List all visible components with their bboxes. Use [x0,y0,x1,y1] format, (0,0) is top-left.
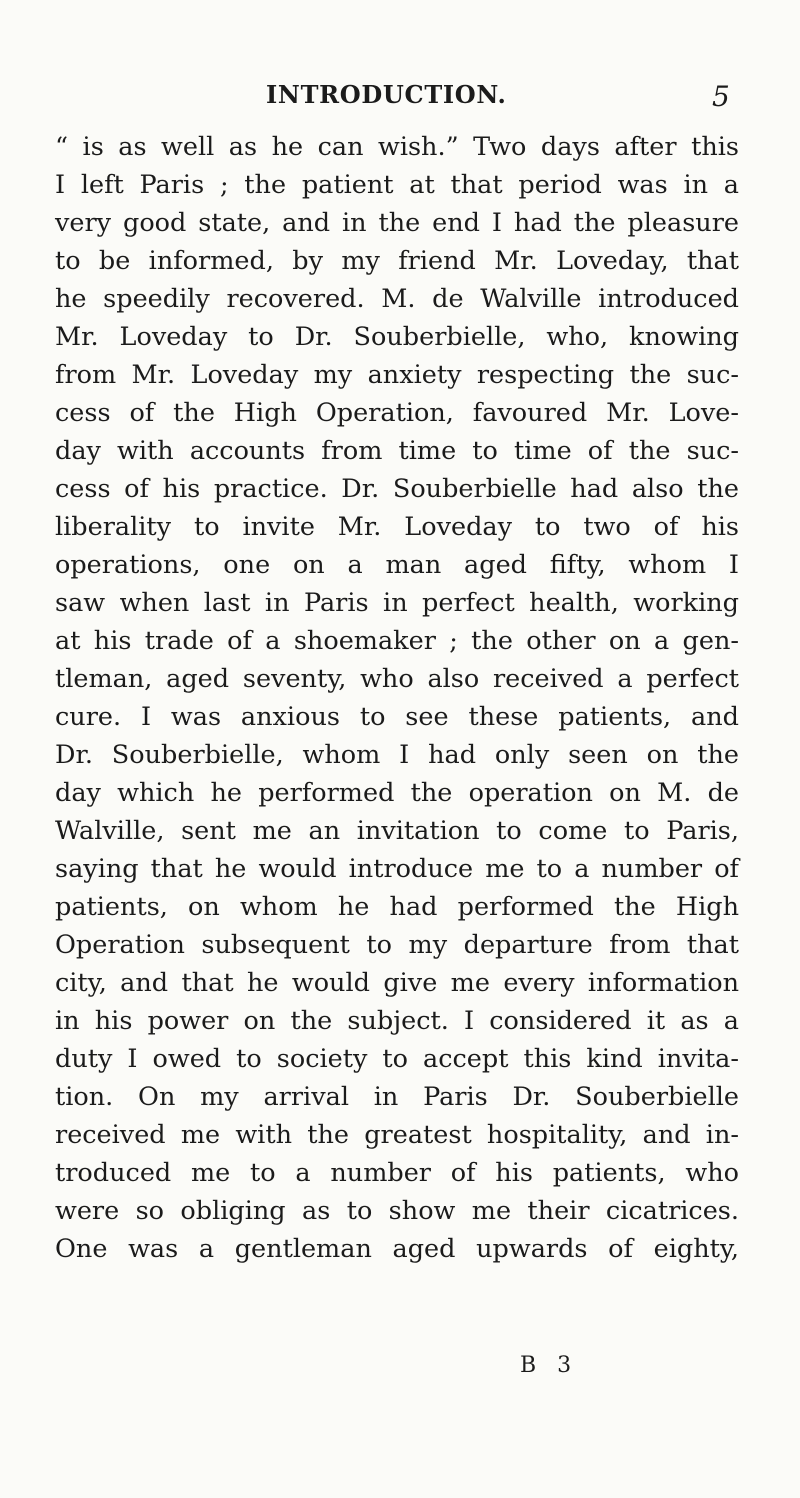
text-line-8: cess of the High Operation, favoured Mr. Love- [55,398,739,428]
text-line-19: Walville, sent me an invitation to come to Paris, [55,816,739,846]
text-line-13: saw when last in Paris in perfect health, working [55,588,739,618]
text-line-26: tion. On my arrival in Paris Dr. Souberbielle [55,1082,739,1112]
text-line-29: were so obliging as to show me their cicatrices. [55,1196,739,1226]
text-line-30: One was a gentleman aged upwards of eighty, [55,1234,739,1264]
text-line-5: he speedily recovered. M. de Walville introduced [55,284,739,314]
text-line-15: tleman, aged seventy, who also received a perfect [55,664,739,694]
text-line-9: day with accounts from time to time of the suc- [55,436,739,466]
text-line-7: from Mr. Loveday my anxiety respecting the suc- [55,360,739,390]
text-line-11: liberality to invite Mr. Loveday to two of his [55,512,739,542]
text-line-28: troduced me to a number of his patients, who [55,1158,739,1188]
text-line-2: I left Paris ; the patient at that period was in a [55,170,739,200]
text-line-23: city, and that he would give me every information [55,968,739,998]
page-number: 5 [712,80,730,113]
text-line-24: in his power on the subject. I considered it as a [55,1006,739,1036]
text-line-10: cess of his practice. Dr. Souberbielle had also the [55,474,739,504]
text-line-12: operations, one on a man aged fifty, whom I [55,550,739,580]
text-line-17: Dr. Souberbielle, whom I had only seen on the [55,740,739,770]
text-line-3: very good state, and in the end I had the pleasure [55,208,739,238]
text-line-22: Operation subsequent to my departure from that [55,930,739,960]
text-line-4: to be informed, by my friend Mr. Loveday, that [55,246,739,276]
text-line-21: patients, on whom he had performed the High [55,892,739,922]
body-text [55,128,739,1268]
text-line-6: Mr. Loveday to Dr. Souberbielle, who, knowing [55,322,739,352]
signature-mark: B 3 [520,1353,579,1378]
text-line-16: cure. I was anxious to see these patients, and [55,702,739,732]
page-header [0,80,800,113]
text-line-25: duty I owed to society to accept this kind invita- [55,1044,739,1074]
text-line-27: received me with the greatest hospitality, and in- [55,1120,739,1150]
text-line-14: at his trade of a shoemaker ; the other on a gen- [55,626,739,656]
text-line-1: “ is as well as he can wish.” Two days after this [55,132,739,162]
text-line-20: saying that he would introduce me to a number of [55,854,739,884]
text-line-18: day which he performed the operation on M. de [55,778,739,808]
running-head: INTRODUCTION. [266,80,507,109]
